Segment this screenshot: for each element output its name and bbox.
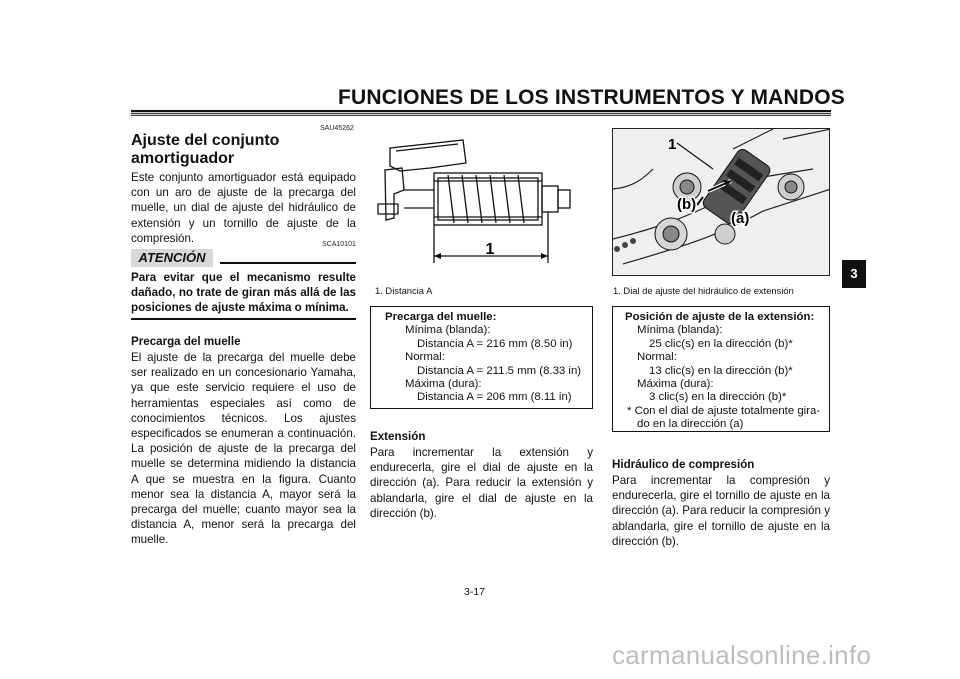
photo-label-b: (b): [677, 196, 697, 213]
caution-code: SCA10101: [322, 241, 356, 248]
diagram-label-1: 1: [485, 241, 495, 258]
adjuster-photo: [612, 128, 830, 276]
spec-normal-label: Normal:: [405, 351, 445, 364]
ext-spec-normal-value: 13 clic(s) en la dirección (b)*: [649, 364, 793, 377]
spec-normal-value: Distancia A = 211.5 mm (8.33 in): [417, 364, 582, 377]
photo-label-1: 1: [668, 136, 677, 153]
caution-bottom-rule: [131, 318, 356, 320]
precarga-paragraph: El ajuste de la precarga del muelle debe ser realizado en un concesionario Yamaha, ya que este servicio requiere el uso de herramientas especiales así como de conocimientos técnicos. Los ajustes especificados se enumeran a continuación. La posición de ajuste de la precarga del muelle se determina midiendo la distancia A que se muestra en la figura. Cuanto menor sea la distancia A, mayor será la precarga del muelle; cuanto mayor sea la distancia A, menor será la precarga del muelle.: [131, 351, 356, 547]
section-title: Ajuste del conjunto amortiguador: [131, 132, 280, 167]
watermark-text: carmanualsonline.info: [612, 640, 872, 670]
shock-absorber-diagram: [370, 128, 592, 278]
ext-spec-min-value: 25 clic(s) en la dirección (b)*: [649, 337, 793, 350]
ext-spec-max-value: 3 clic(s) en la dirección (b)*: [649, 391, 787, 404]
compression-paragraph: Para incrementar la compresión y endurecerla, gire el tornillo de ajuste en la dirección (a). Para reducir la compresión y ablandarla, gire el tornillo de ajuste en la dirección (b).: [612, 474, 830, 548]
section-code: SAU45262: [320, 125, 354, 132]
spec-min-value: Distancia A = 216 mm (8.50 in): [417, 337, 573, 350]
spec-title: Precarga del muelle:: [385, 311, 497, 323]
compression-heading: Hidráulico de compresión: [612, 458, 755, 471]
photo-caption: 1. Dial de ajuste del hidráulico de extensión: [613, 285, 794, 296]
ext-spec-min-label: Mínima (blanda):: [637, 324, 723, 337]
ext-spec-title: Posición de ajuste de la extensión:: [625, 311, 815, 323]
ext-spec-note-2: do en la dirección (a): [637, 418, 744, 431]
ext-spec-note-1: * Con el dial de ajuste totalmente gira-: [627, 404, 821, 417]
extension-spec-box: [612, 306, 830, 432]
precarga-spec-box: [370, 306, 593, 409]
ext-spec-normal-label: Normal:: [637, 351, 677, 364]
page-header-title: FUNCIONES DE LOS INSTRUMENTOS Y MANDOS: [338, 86, 845, 109]
extension-heading: Extensión: [370, 430, 426, 443]
header-rule: [131, 110, 831, 117]
ext-spec-max-label: Máxima (dura):: [637, 378, 714, 391]
caution-rule: [220, 262, 356, 264]
spec-max-label: Máxima (dura):: [405, 378, 482, 391]
caution-badge: ATENCIÓN: [131, 249, 213, 267]
page-number: 3-17: [464, 586, 486, 598]
spec-max-value: Distancia A = 206 mm (8.11 in): [417, 391, 572, 404]
photo-label-a: (a): [731, 210, 750, 227]
intro-paragraph: Este conjunto amortiguador está equipado con un aro de ajuste de la precarga del muelle, un dial de ajuste del hidráulico de extensión y un tornillo de ajuste de la compresión.: [131, 171, 356, 245]
caution-text: Para evitar que el mecanismo resulte dañado, no trate de giran más allá de las posiciones de ajuste máxima o mínima.: [131, 271, 356, 315]
extension-paragraph: Para incrementar la extensión y endurecerla, gire el dial de ajuste en la dirección (a). Para reducir la extensión y ablandarla, gire el dial de ajuste en la dirección (b).: [370, 446, 593, 520]
precarga-heading: Precarga del muelle: [131, 335, 241, 348]
diagram-caption: 1. Distancia A: [375, 285, 433, 296]
chapter-tab[interactable]: 3: [842, 260, 866, 288]
spec-min-label: Mínima (blanda):: [405, 324, 491, 337]
